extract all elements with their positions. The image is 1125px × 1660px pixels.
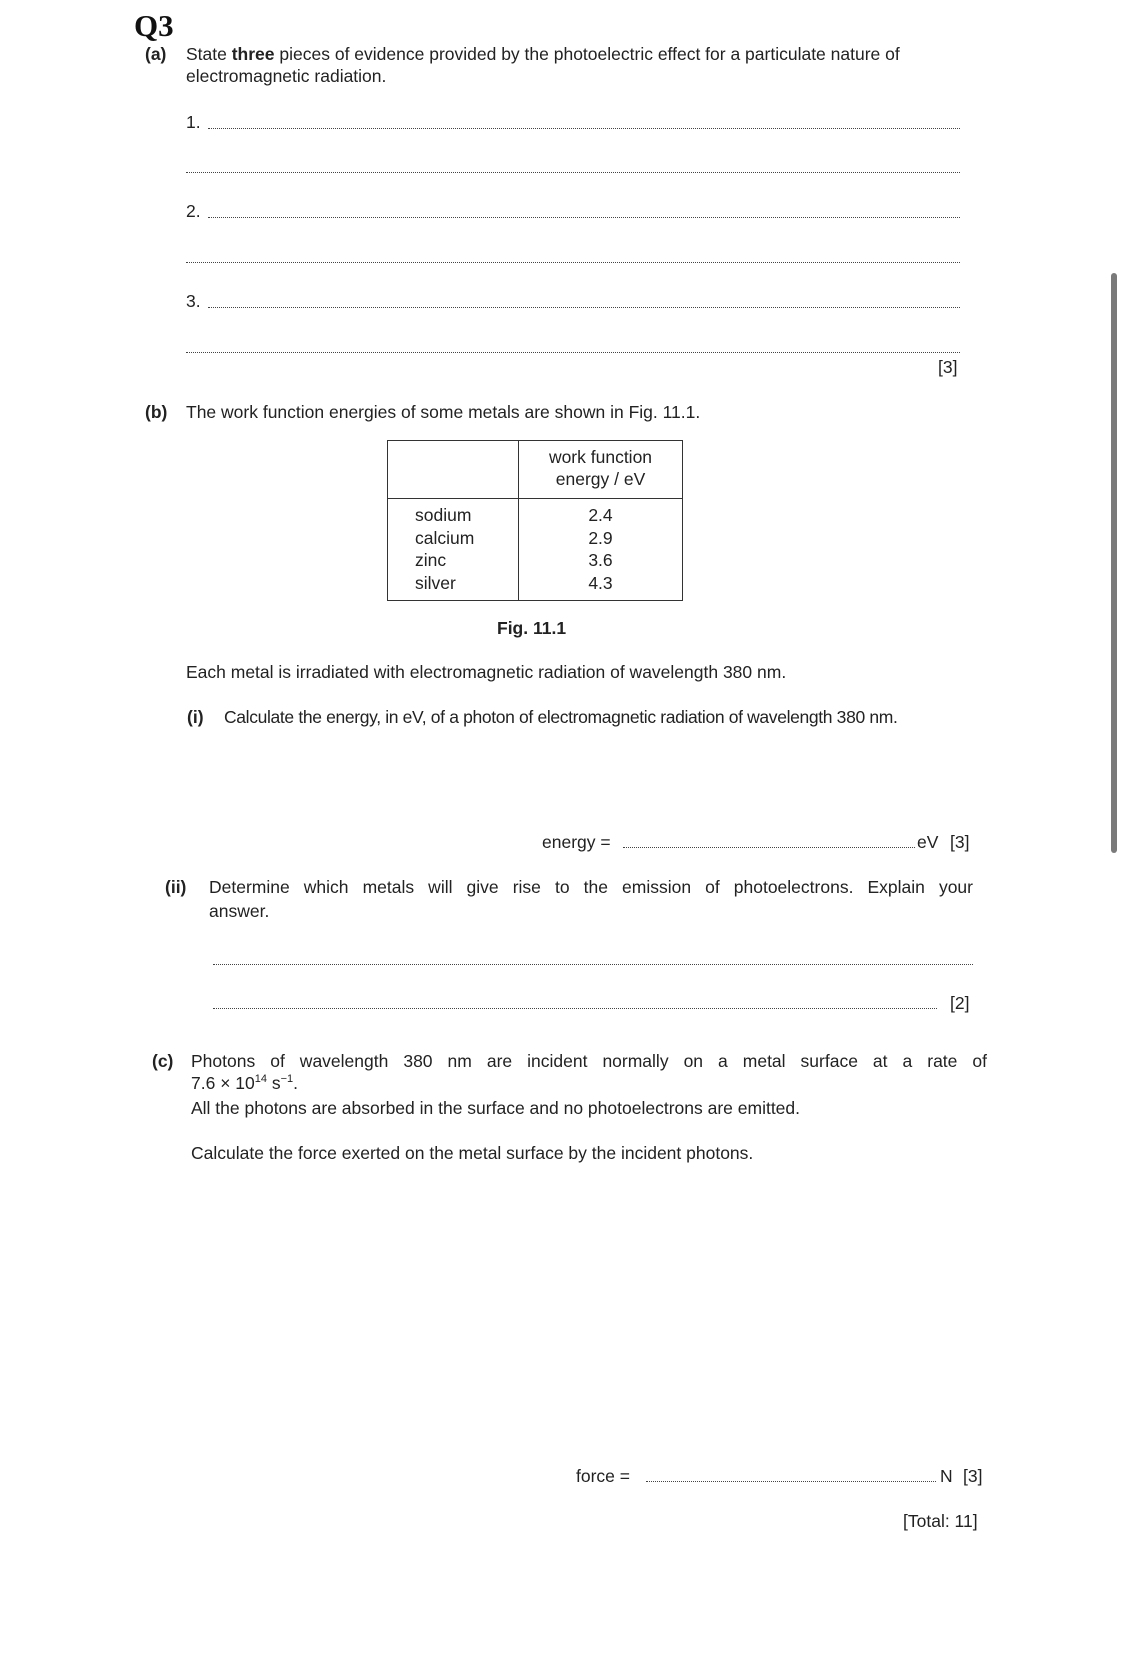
part-a-marks: [3] — [938, 357, 958, 377]
vertical-scrollbar[interactable] — [1111, 273, 1117, 853]
header-line1: work function — [548, 447, 653, 467]
part-c-marks: [3] — [963, 1466, 983, 1486]
irradiation-text: Each metal is irradiated with electromagnetic radiation of wavelength 380 nm. — [186, 662, 787, 682]
part-a-text-post: pieces of evidence provided by the photoelectric effect for a particulate nature of — [274, 44, 900, 64]
energy-unit: eV — [917, 832, 939, 852]
force-answer-label: force = — [576, 1466, 630, 1486]
rate-unit-exponent: −1 — [280, 1073, 294, 1086]
part-b-ii-marks: [2] — [950, 993, 970, 1013]
part-c-text-line3: All the photons are absorbed in the surface and no photoelectrons are emitted. — [191, 1098, 801, 1118]
part-b-ii-label: (ii) — [165, 877, 187, 897]
part-a-text-pre: State — [186, 44, 232, 64]
work-function-value: 2.4 — [588, 505, 613, 525]
part-b-i-label: (i) — [187, 707, 204, 727]
metal-column — [388, 499, 519, 601]
force-answer-line[interactable] — [646, 1481, 936, 1482]
fig-caption: Fig. 11.1 — [497, 618, 567, 638]
answer-number-2: 2. — [186, 201, 201, 221]
answer-number-3: 3. — [186, 291, 201, 311]
answer-line-3b[interactable] — [186, 352, 960, 353]
rate-exponent: 14 — [254, 1073, 267, 1086]
question-number: Q3 — [134, 8, 174, 43]
part-c-instruction: Calculate the force exerted on the metal surface by the incident photons. — [191, 1143, 754, 1163]
part-b-i-text: Calculate the energy, in eV, of a photon of electromagnetic radiation of wavelength 380 nm. — [224, 707, 898, 727]
part-a-text-bold: three — [231, 44, 275, 64]
part-a-question — [186, 44, 900, 65]
work-function-value: 4.3 — [588, 572, 613, 593]
header-line2: energy / eV — [555, 469, 646, 489]
force-unit: N — [940, 1466, 953, 1486]
metal-name: zinc — [415, 550, 447, 570]
photon-rate — [191, 1073, 298, 1094]
table-header-empty — [388, 441, 519, 499]
answer-line-2a[interactable] — [208, 217, 960, 218]
part-c-label: (c) — [152, 1051, 174, 1071]
metal-name: sodium — [415, 505, 472, 525]
work-function-value: 2.9 — [588, 527, 613, 548]
part-b-intro: The work function energies of some metals are shown in Fig. 11.1. — [186, 402, 701, 422]
rate-unit: s — [267, 1073, 281, 1093]
answer-line-ii-a[interactable] — [213, 964, 973, 965]
table-header — [519, 441, 683, 499]
answer-line-ii-b[interactable] — [213, 1008, 937, 1009]
rate-base: 7.6 × 10 — [191, 1073, 255, 1093]
energy-answer-line[interactable] — [623, 847, 915, 848]
work-function-table — [387, 440, 683, 601]
work-function-value: 3.6 — [588, 550, 613, 570]
part-b-ii-text-line2: answer. — [209, 901, 270, 921]
part-c-text-line1: Photons of wavelength 380 nm are incident normally on a metal surface at a rate of — [191, 1051, 987, 1071]
answer-line-1b[interactable] — [186, 172, 960, 173]
value-column — [519, 499, 683, 601]
answer-number-1: 1. — [186, 112, 201, 132]
metal-name: calcium — [415, 527, 475, 548]
part-a-label: (a) — [145, 44, 167, 64]
metal-name: silver — [415, 572, 456, 593]
total-marks: [Total: 11] — [903, 1511, 978, 1531]
part-b-ii-text-line1: Determine which metals will give rise to the emission of photoelectrons. Explain your — [209, 877, 973, 897]
part-b-label: (b) — [145, 402, 168, 422]
part-a-text-line2: electromagnetic radiation. — [186, 66, 387, 86]
answer-line-3a[interactable] — [208, 307, 960, 308]
part-b-i-marks: [3] — [950, 832, 970, 852]
energy-answer-label: energy = — [542, 832, 611, 852]
rate-end: . — [293, 1073, 299, 1093]
answer-line-1a[interactable] — [208, 128, 960, 129]
answer-line-2b[interactable] — [186, 262, 960, 263]
